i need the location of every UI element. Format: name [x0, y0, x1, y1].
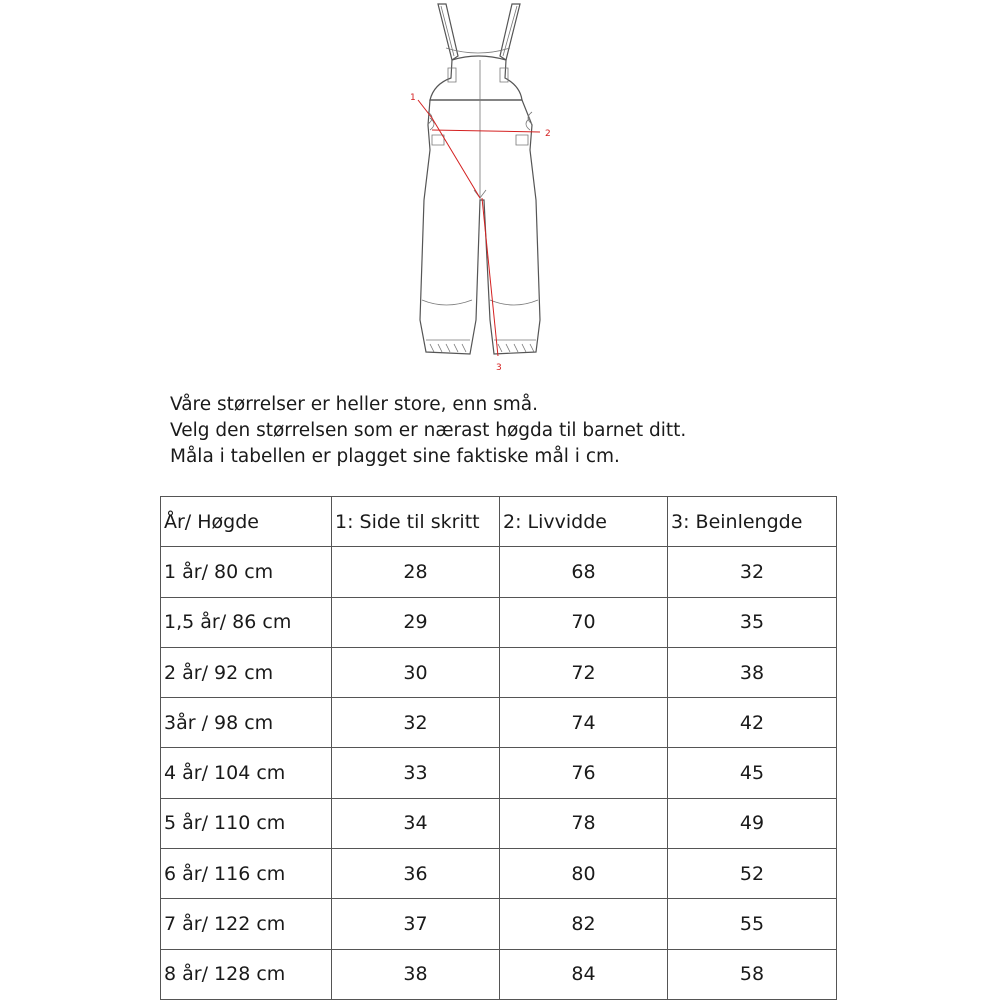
table-row — [161, 647, 837, 697]
table-row — [161, 597, 837, 647]
cell-side-to-crotch: 29 — [332, 597, 500, 647]
table-row — [161, 949, 837, 999]
cell-leg-length: 38 — [668, 647, 837, 697]
cell-size: 5 år/ 110 cm — [161, 798, 332, 848]
cell-side-to-crotch: 38 — [332, 949, 500, 999]
cell-size: 7 år/ 122 cm — [161, 899, 332, 949]
cell-waist: 72 — [500, 647, 668, 697]
cell-side-to-crotch: 30 — [332, 647, 500, 697]
cell-side-to-crotch: 37 — [332, 899, 500, 949]
header-leg-length: 3: Beinlengde — [668, 497, 837, 547]
cell-waist: 68 — [500, 547, 668, 597]
cell-size: 6 år/ 116 cm — [161, 849, 332, 899]
intro-line: Våre størrelser er heller store, enn små. — [170, 394, 539, 415]
size-table — [160, 496, 837, 1000]
header-age-height: År/ Høgde — [161, 497, 332, 547]
cell-waist: 84 — [500, 949, 668, 999]
cell-leg-length: 32 — [668, 547, 837, 597]
garment-diagram — [400, 0, 560, 380]
header-waist: 2: Livvidde — [500, 497, 668, 547]
marker-2: 2 — [545, 129, 551, 139]
table-row — [161, 547, 837, 597]
measure-leg-length-line — [482, 198, 498, 356]
cell-waist: 76 — [500, 748, 668, 798]
cell-leg-length: 42 — [668, 698, 837, 748]
cell-waist: 80 — [500, 849, 668, 899]
table-row — [161, 899, 837, 949]
measure-waist-line — [432, 130, 540, 132]
cell-size: 1 år/ 80 cm — [161, 547, 332, 597]
cell-side-to-crotch: 34 — [332, 798, 500, 848]
cell-leg-length: 45 — [668, 748, 837, 798]
cell-leg-length: 35 — [668, 597, 837, 647]
table-row — [161, 849, 837, 899]
cell-side-to-crotch: 33 — [332, 748, 500, 798]
intro-line: Velg den størrelsen som er nærast høgda til barnet ditt. — [170, 420, 687, 441]
cell-side-to-crotch: 28 — [332, 547, 500, 597]
cell-leg-length: 52 — [668, 849, 837, 899]
intro-text — [170, 392, 870, 470]
cell-leg-length: 49 — [668, 798, 837, 848]
cell-size: 3år / 98 cm — [161, 698, 332, 748]
table-row — [161, 748, 837, 798]
table-row — [161, 798, 837, 848]
cell-waist: 82 — [500, 899, 668, 949]
table-row — [161, 698, 837, 748]
cell-size: 4 år/ 104 cm — [161, 748, 332, 798]
cell-side-to-crotch: 32 — [332, 698, 500, 748]
cell-leg-length: 55 — [668, 899, 837, 949]
intro-line: Måla i tabellen er plagget sine faktiske mål i cm. — [170, 446, 620, 467]
cell-waist: 78 — [500, 798, 668, 848]
cell-size: 1,5 år/ 86 cm — [161, 597, 332, 647]
measure-side-to-crotch-line — [418, 100, 480, 198]
cell-size: 8 år/ 128 cm — [161, 949, 332, 999]
marker-1: 1 — [410, 93, 416, 103]
cell-size: 2 år/ 92 cm — [161, 647, 332, 697]
marker-3: 3 — [496, 363, 502, 373]
table-header-row — [161, 497, 837, 547]
cell-leg-length: 58 — [668, 949, 837, 999]
cell-waist: 74 — [500, 698, 668, 748]
header-side-to-crotch: 1: Side til skritt — [332, 497, 500, 547]
cell-waist: 70 — [500, 597, 668, 647]
cell-side-to-crotch: 36 — [332, 849, 500, 899]
